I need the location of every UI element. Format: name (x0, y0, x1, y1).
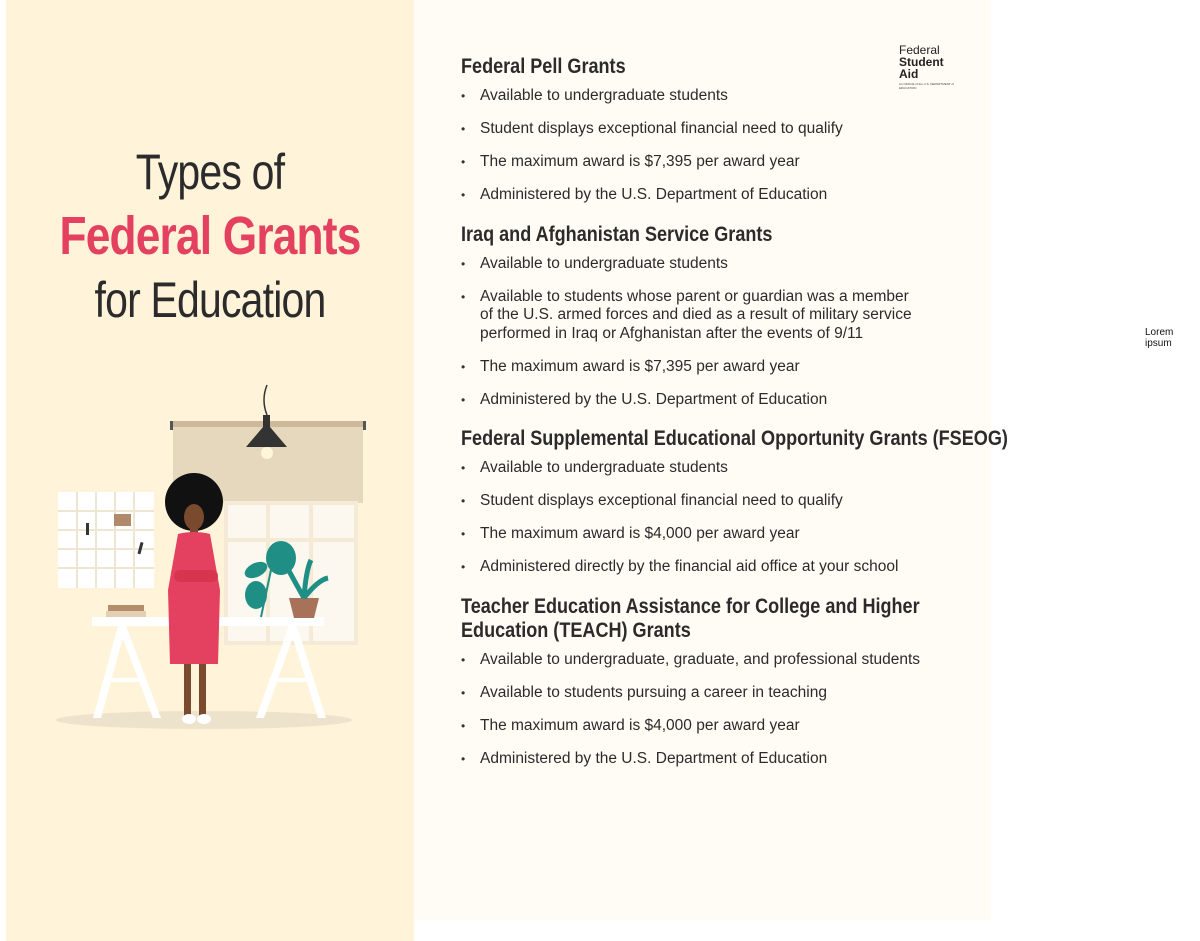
grid-board (58, 492, 154, 588)
grant-bullets (461, 651, 961, 769)
list-item: • Administered directly by the financial aid office at your school (461, 558, 961, 577)
list-item: • Administered by the U.S. Department of Education (461, 391, 961, 410)
left-panel (6, 0, 414, 941)
list-item: • The maximum award is $4,000 per award year (461, 717, 961, 736)
list-item: • Available to undergraduate students (461, 87, 961, 106)
plant-pot (289, 598, 319, 618)
list-item: • The maximum award is $7,395 per award year (461, 358, 961, 377)
grant-heading: Federal Supplemental Educational Opportunity Grants (FSEOG) (461, 427, 1008, 450)
list-item: • Administered by the U.S. Department of Education (461, 750, 961, 769)
list-item: • Available to undergraduate students (461, 459, 961, 478)
grant-section (461, 223, 961, 410)
list-item: • Administered by the U.S. Department of Education (461, 186, 961, 205)
grant-heading: Federal Pell Grants (461, 55, 626, 78)
teacher-illustration (6, 380, 414, 740)
logo-line-4: An OFFICE of the U.S. DEPARTMENT of EDUCATION (899, 82, 955, 90)
list-item: • Available to students pursuing a career in teaching (461, 684, 961, 703)
title-line-2: Federal Grants (59, 206, 361, 266)
grant-section (461, 55, 961, 205)
list-item: • Available to undergraduate, graduate, and professional students (461, 651, 961, 670)
grant-heading: Teacher Education Assistance for College and Higher Education (TEACH) Grants (461, 594, 920, 642)
list-item: • Student displays exceptional financial need to qualify (461, 492, 961, 511)
logo-line-1: Federal (899, 43, 940, 57)
list-item: • Available to undergraduate students (461, 255, 961, 274)
page-title (6, 140, 414, 332)
title-line-3: for Education (94, 272, 326, 328)
side-note: Lorem ipsum (1145, 327, 1174, 349)
list-item: • Available to students whose parent or guardian was a member of the U.S. armed forces and died as a result of military service performed in Iraq or Afghanistan after the events of 9/11 (461, 288, 920, 344)
grant-bullets (461, 255, 961, 410)
grant-heading: Iraq and Afghanistan Service Grants (461, 222, 773, 246)
grant-bullets (461, 87, 961, 205)
grant-section (461, 427, 1008, 577)
grants-list (461, 55, 1008, 786)
person-dress (168, 532, 220, 664)
grant-bullets (461, 459, 961, 577)
logo-line-2: Student (899, 55, 944, 69)
list-item: • The maximum award is $7,395 per award year (461, 153, 961, 172)
grant-section (461, 595, 961, 769)
logo-line-3: Aid (899, 67, 919, 81)
list-item: • The maximum award is $4,000 per award year (461, 525, 961, 544)
list-item: • Student displays exceptional financial need to qualify (461, 120, 961, 139)
title-line-1: Types of (135, 144, 285, 200)
